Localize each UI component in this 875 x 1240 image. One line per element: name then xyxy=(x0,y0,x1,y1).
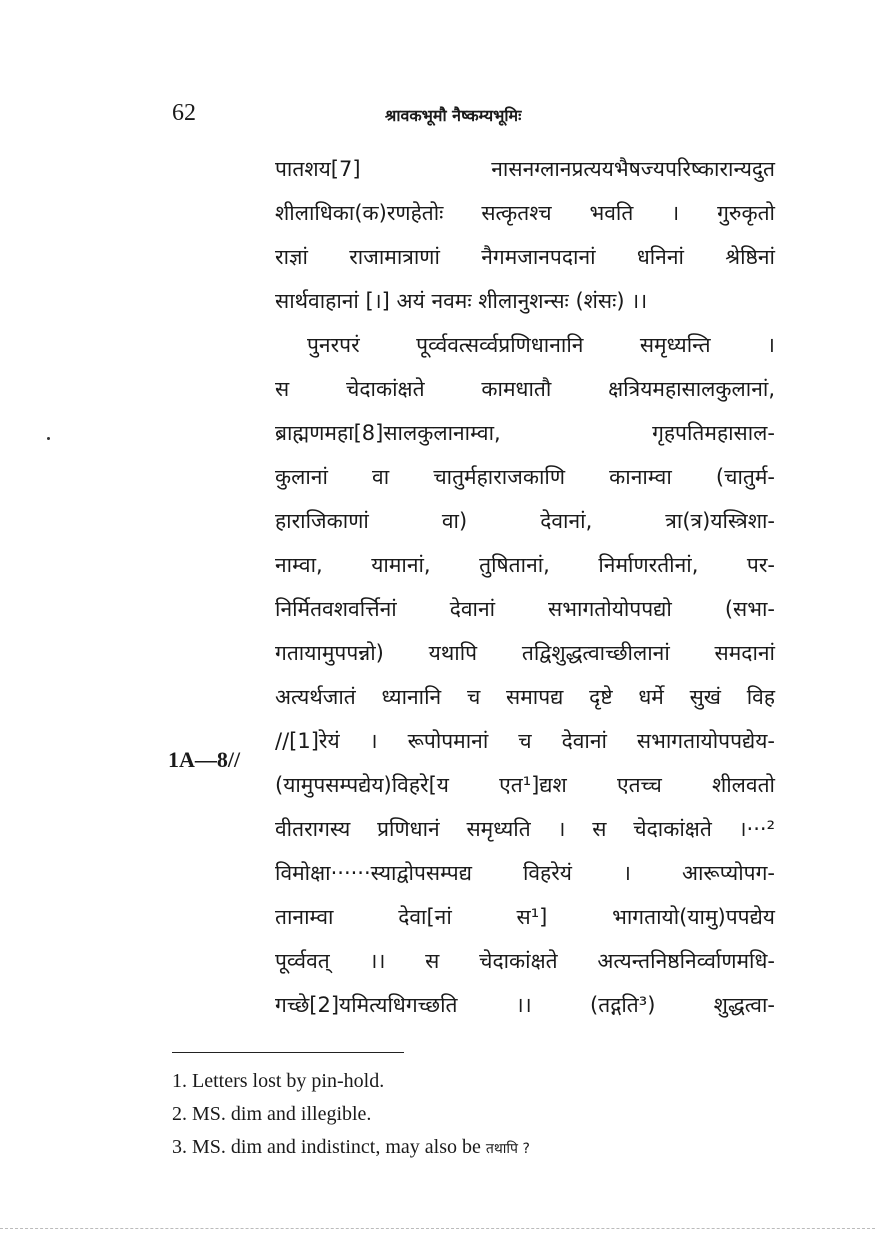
page-header xyxy=(0,100,875,136)
footnote-text: 2. MS. dim and illegible. xyxy=(172,1103,372,1125)
text-line: //[1]रेयं । रूपोपमानां च देवानां सभागतायोपपद्येय- xyxy=(275,729,775,753)
footnote-item xyxy=(172,1098,530,1131)
text-line: हाराजिकाणां वा) देवानां, त्रा(त्र)यस्त्रिशा- xyxy=(275,509,775,533)
footnote-rule xyxy=(172,1052,404,1053)
footnote-item xyxy=(172,1131,530,1166)
footnote-text: 1. Letters lost by pin-hold. xyxy=(172,1070,385,1092)
text-line: गतायामुपपन्नो) यथापि तद्विशुद्धत्वाच्छीलानां समदानां xyxy=(275,641,775,665)
text-line: विमोक्षा······स्याद्वोपसम्पद्य विहरेयं । आरूप्योपग- xyxy=(275,861,775,885)
text-line: निर्मितवशवर्त्तिनां देवानां सभागतोयोपपद्यो (सभा- xyxy=(275,597,775,621)
text-line: तानाम्वा देवा[नां स¹] भागतायो(यामु)पपद्येय xyxy=(275,905,775,929)
text-line: शीलाधिका(क)रणहेतोः सत्कृतश्च भवति । गुरुकृतो xyxy=(275,201,775,225)
page-bottom-edge xyxy=(0,1228,875,1230)
footnote-text: 3. MS. dim and indistinct, may also be xyxy=(172,1136,486,1158)
text-line: कुलानां वा चातुर्महाराजकाणि कानाम्वा (चातुर्म- xyxy=(275,465,775,489)
margin-folio-reference: 1A—8// xyxy=(168,747,241,772)
text-line: (यामुपसम्पद्येय)विहरे[य एत¹]द्यश एतच्च शीलवतो xyxy=(275,773,775,797)
paper-speck xyxy=(47,437,50,440)
text-line: ब्राह्मणमहा[8]सालकुलानाम्वा, गृहपतिमहासाल- xyxy=(275,421,775,445)
footnote-item xyxy=(172,1065,530,1098)
text-line: पूर्व्ववत् ।। स चेदाकांक्षते अत्यन्तनिष्ठनिर्व्वाणमधि- xyxy=(275,949,775,973)
text-line: राज्ञां राजामात्राणां नैगमजानपदानां धनिनां श्रेष्ठिनां xyxy=(275,245,775,269)
text-line: सार्थवाहानां [।] अयं नवमः शीलानुशन्सः (शंसः) ।। xyxy=(275,289,648,313)
footnotes xyxy=(172,1065,530,1166)
text-line: पातशय[7] नासनग्लानप्रत्ययभैषज्यपरिष्कारान्यदुत xyxy=(275,157,775,181)
text-line: स चेदाकांक्षते कामधातौ क्षत्रियमहासालकुलानां, xyxy=(275,377,775,401)
text-line: पुनरपरं पूर्व्ववत्सर्व्वप्रणिधानानि समृध्यन्ति । xyxy=(307,333,775,357)
text-line: गच्छे[2]यमित्यधिगच्छति ।। (तद्गति³) शुद्धत्वा- xyxy=(275,993,775,1017)
footnote-devanagari: तथापि ? xyxy=(485,1141,530,1157)
text-line: वीतरागस्य प्रणिधानं समृध्यति । स चेदाकांक्षते ।···² xyxy=(275,817,775,841)
text-line: अत्यर्थजातं ध्यानानि च समापद्य दृष्टे धर्मे सुखं विह xyxy=(275,685,775,709)
running-title: श्रावकभूमौ नैष्कम्यभूमिः xyxy=(385,106,522,125)
page-number: 62 xyxy=(172,100,196,126)
text-line: नाम्वा, यामानां, तुषितानां, निर्माणरतीनां, पर- xyxy=(275,553,775,577)
